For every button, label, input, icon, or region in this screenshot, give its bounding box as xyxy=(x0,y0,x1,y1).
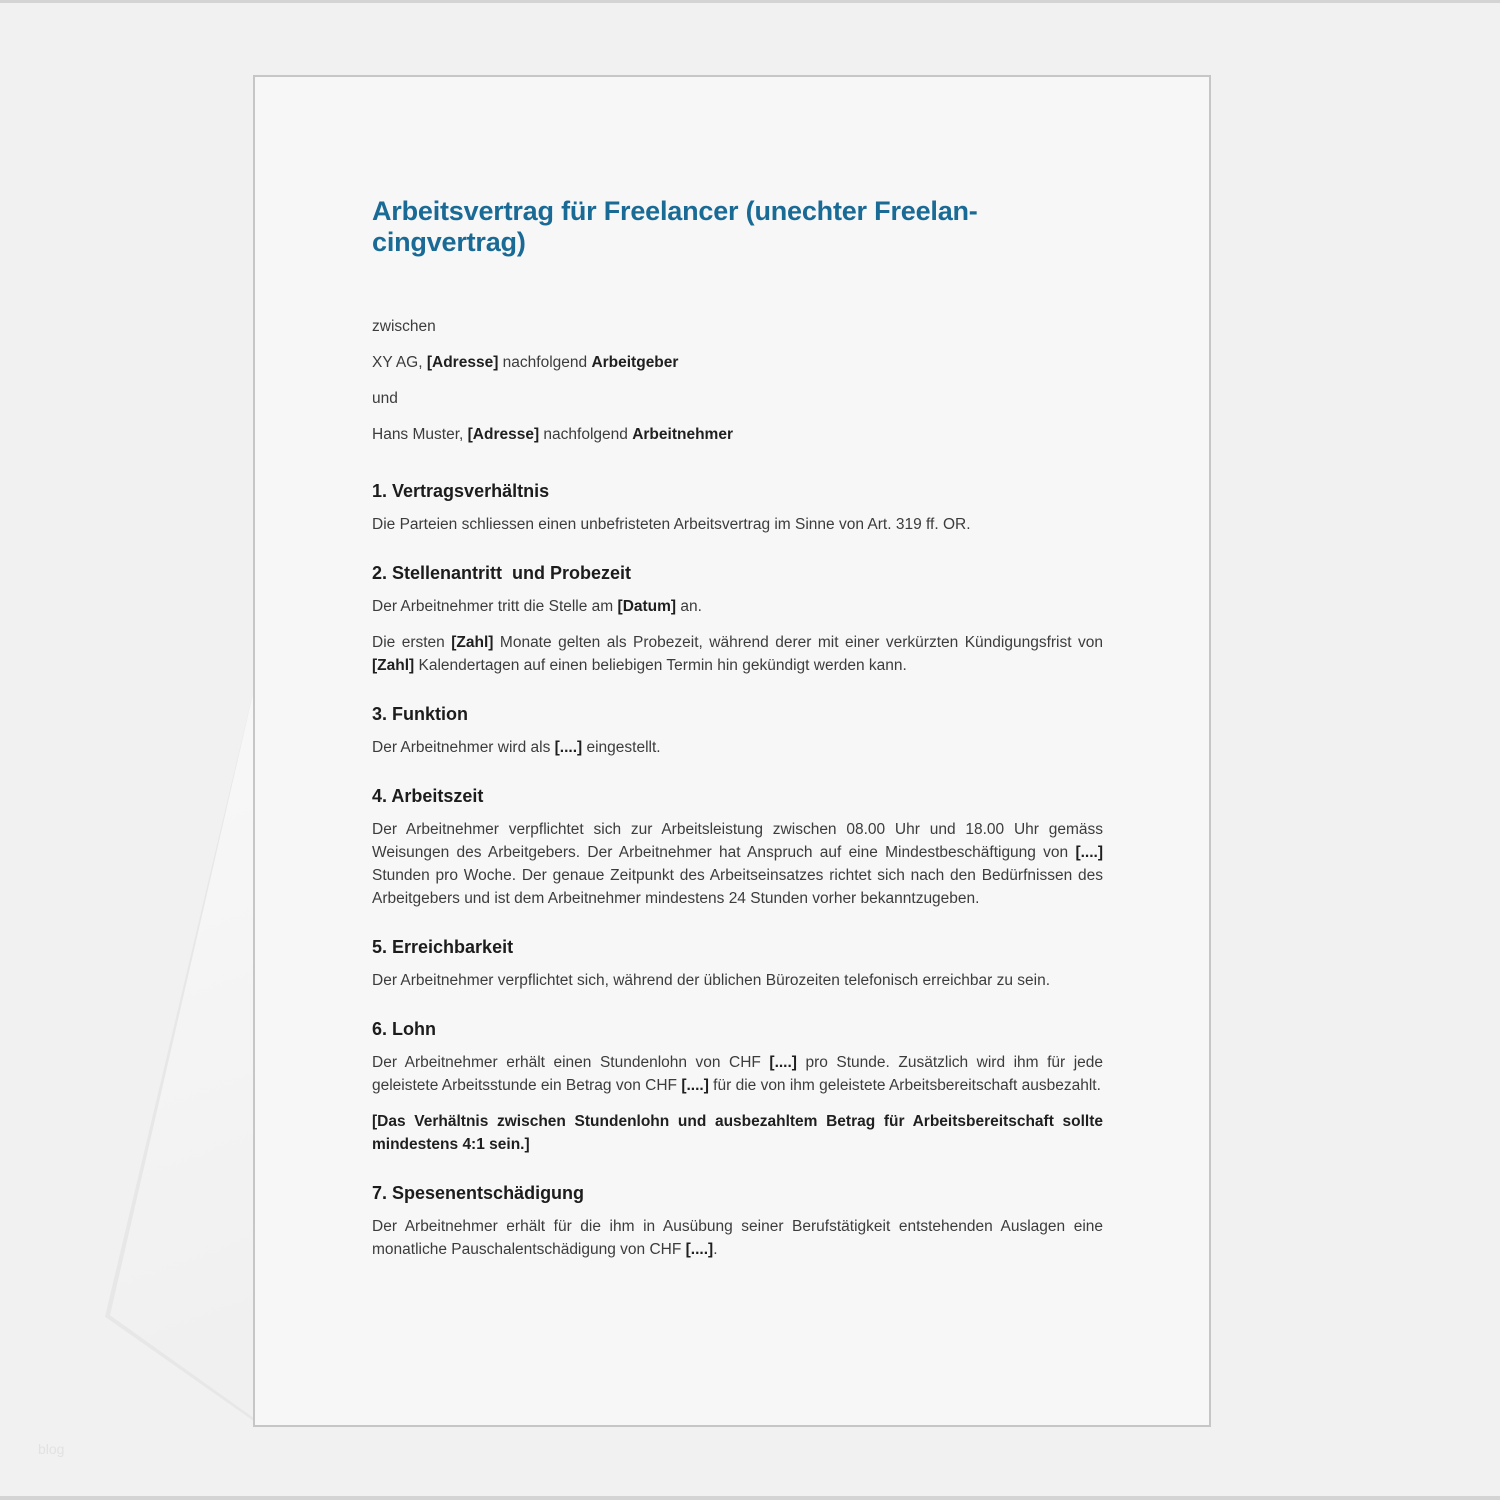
parties-intro xyxy=(372,315,1103,446)
intro-paragraph xyxy=(372,387,1103,410)
section-paragraph xyxy=(372,818,1103,910)
section-paragraph xyxy=(372,969,1103,992)
text-run: für die von ihm geleistete Arbeitsbereitschaft ausbezahlt. xyxy=(708,1077,1101,1094)
bold-text-run: [....] xyxy=(554,739,583,756)
image-top-edge xyxy=(0,0,1500,3)
text-run: Hans Muster, xyxy=(372,426,468,443)
section-paragraph xyxy=(372,513,1103,536)
watermark-text: blog xyxy=(38,1441,65,1457)
text-run: Stunden pro Woche. Der genaue Zeitpunkt des Arbeitseinsatzes richtet sich nach den Bedürfnissen des Arbeitgebers und ist dem Arbeitnehmer mindestens 24 Stunden vorher bekanntzugeben. xyxy=(372,867,1103,907)
section-paragraph xyxy=(372,1215,1103,1261)
intro-paragraph xyxy=(372,351,1103,374)
contract-section xyxy=(372,703,1103,759)
text-run: an. xyxy=(676,598,702,615)
text-run: Der Arbeitnehmer erhält für die ihm in Ausübung seiner Berufstätigkeit entstehenden Auslagen eine monatliche Pauschalentschädigung von CHF xyxy=(372,1218,1103,1258)
document-content xyxy=(372,77,1103,1274)
bold-text-run: [Datum] xyxy=(617,598,677,615)
contract-section xyxy=(372,562,1103,677)
contract-section xyxy=(372,936,1103,992)
section-heading: 7. Spesenentschädigung xyxy=(372,1183,585,1203)
text-run: Monate gelten als Probezeit, während derer mit einer verkürzten Kündigungsfrist von xyxy=(493,634,1103,651)
page-corner-fold xyxy=(100,672,258,1427)
contract-section xyxy=(372,480,1103,536)
contract-section xyxy=(372,785,1103,910)
bold-text-run: [Zahl] xyxy=(372,657,415,674)
text-run: Der Arbeitnehmer wird als xyxy=(372,739,555,756)
section-paragraph xyxy=(372,631,1103,677)
bold-text-run: [Adresse] xyxy=(467,426,540,443)
text-run: XY AG, xyxy=(372,354,427,371)
contract-section xyxy=(372,1018,1103,1156)
bold-text-run: Arbeitnehmer xyxy=(632,426,733,443)
text-run: Der Arbeitnehmer verpflichtet sich, während der üblichen Bürozeiten telefonisch erreichbar zu sein. xyxy=(372,972,1051,989)
section-heading: 3. Funktion xyxy=(372,704,468,724)
section-heading: 2. Stellenantritt und Probezeit xyxy=(372,563,632,583)
text-run: Der Arbeitnehmer tritt die Stelle am xyxy=(372,598,618,615)
bold-text-run: [....] xyxy=(685,1241,714,1258)
text-run: Der Arbeitnehmer verpflichtet sich zur Arbeitsleistung zwischen 08.00 Uhr und 18.00 Uhr gemäss Weisungen des Arbeitgebers. Der Arbeitnehmer hat Anspruch auf eine Mindestbeschäftigung von xyxy=(372,821,1103,861)
document-title-line2: cingvertrag) xyxy=(372,227,526,257)
text-run: pro Stunde. Zusätzlich wird ihm für jede geleistete Arbeitsstunde ein Betrag von CHF xyxy=(372,1054,1104,1094)
image-bottom-edge xyxy=(0,1496,1500,1500)
document-title xyxy=(372,196,1103,258)
text-run: zwischen xyxy=(372,318,436,335)
section-heading: 6. Lohn xyxy=(372,1019,436,1039)
section-paragraph xyxy=(372,595,1103,618)
text-run: Die Parteien schliessen einen unbefristeten Arbeitsvertrag im Sinne von Art. 319 ff. OR. xyxy=(372,516,971,533)
page-corner-fold-shadow xyxy=(100,672,258,1427)
intro-paragraph xyxy=(372,315,1103,338)
section-heading: 4. Arbeitszeit xyxy=(372,786,484,806)
text-run: Kalendertagen auf einen beliebigen Termin hin gekündigt werden kann. xyxy=(414,657,907,674)
bold-text-run: [....] xyxy=(681,1077,709,1094)
text-run: eingestellt. xyxy=(582,739,661,756)
contract-document-page xyxy=(253,75,1211,1427)
section-paragraph xyxy=(372,1110,1103,1156)
section-heading: 5. Erreichbarkeit xyxy=(372,937,514,957)
contract-sections xyxy=(372,480,1103,1261)
intro-paragraph xyxy=(372,423,1103,446)
page-corner-fold-highlight xyxy=(100,672,258,1427)
contract-section xyxy=(372,1182,1103,1261)
bold-text-run: [Zahl] xyxy=(451,634,494,651)
document-title-line1: Arbeitsvertrag für Freelancer (unechter Freelan- xyxy=(372,196,978,226)
bold-text-run: [Das Verhältnis zwischen Stundenlohn und ausbezahltem Betrag für Arbeitsbereitschaft sollte mindestens 4:1 sein.] xyxy=(372,1113,1103,1153)
text-run: . xyxy=(713,1241,718,1258)
section-paragraph xyxy=(372,736,1103,759)
bold-text-run: [....] xyxy=(1075,844,1103,861)
text-run: Die ersten xyxy=(372,634,452,651)
text-run: nachfolgend xyxy=(539,426,633,443)
section-paragraph xyxy=(372,1051,1103,1097)
text-run: und xyxy=(372,390,398,407)
text-run: Der Arbeitnehmer erhält einen Stundenlohn von CHF xyxy=(372,1054,770,1071)
section-heading: 1. Vertragsverhältnis xyxy=(372,481,550,501)
text-run: nachfolgend xyxy=(498,354,592,371)
bold-text-run: [Adresse] xyxy=(426,354,499,371)
bold-text-run: Arbeitgeber xyxy=(591,354,679,371)
bold-text-run: [....] xyxy=(769,1054,797,1071)
